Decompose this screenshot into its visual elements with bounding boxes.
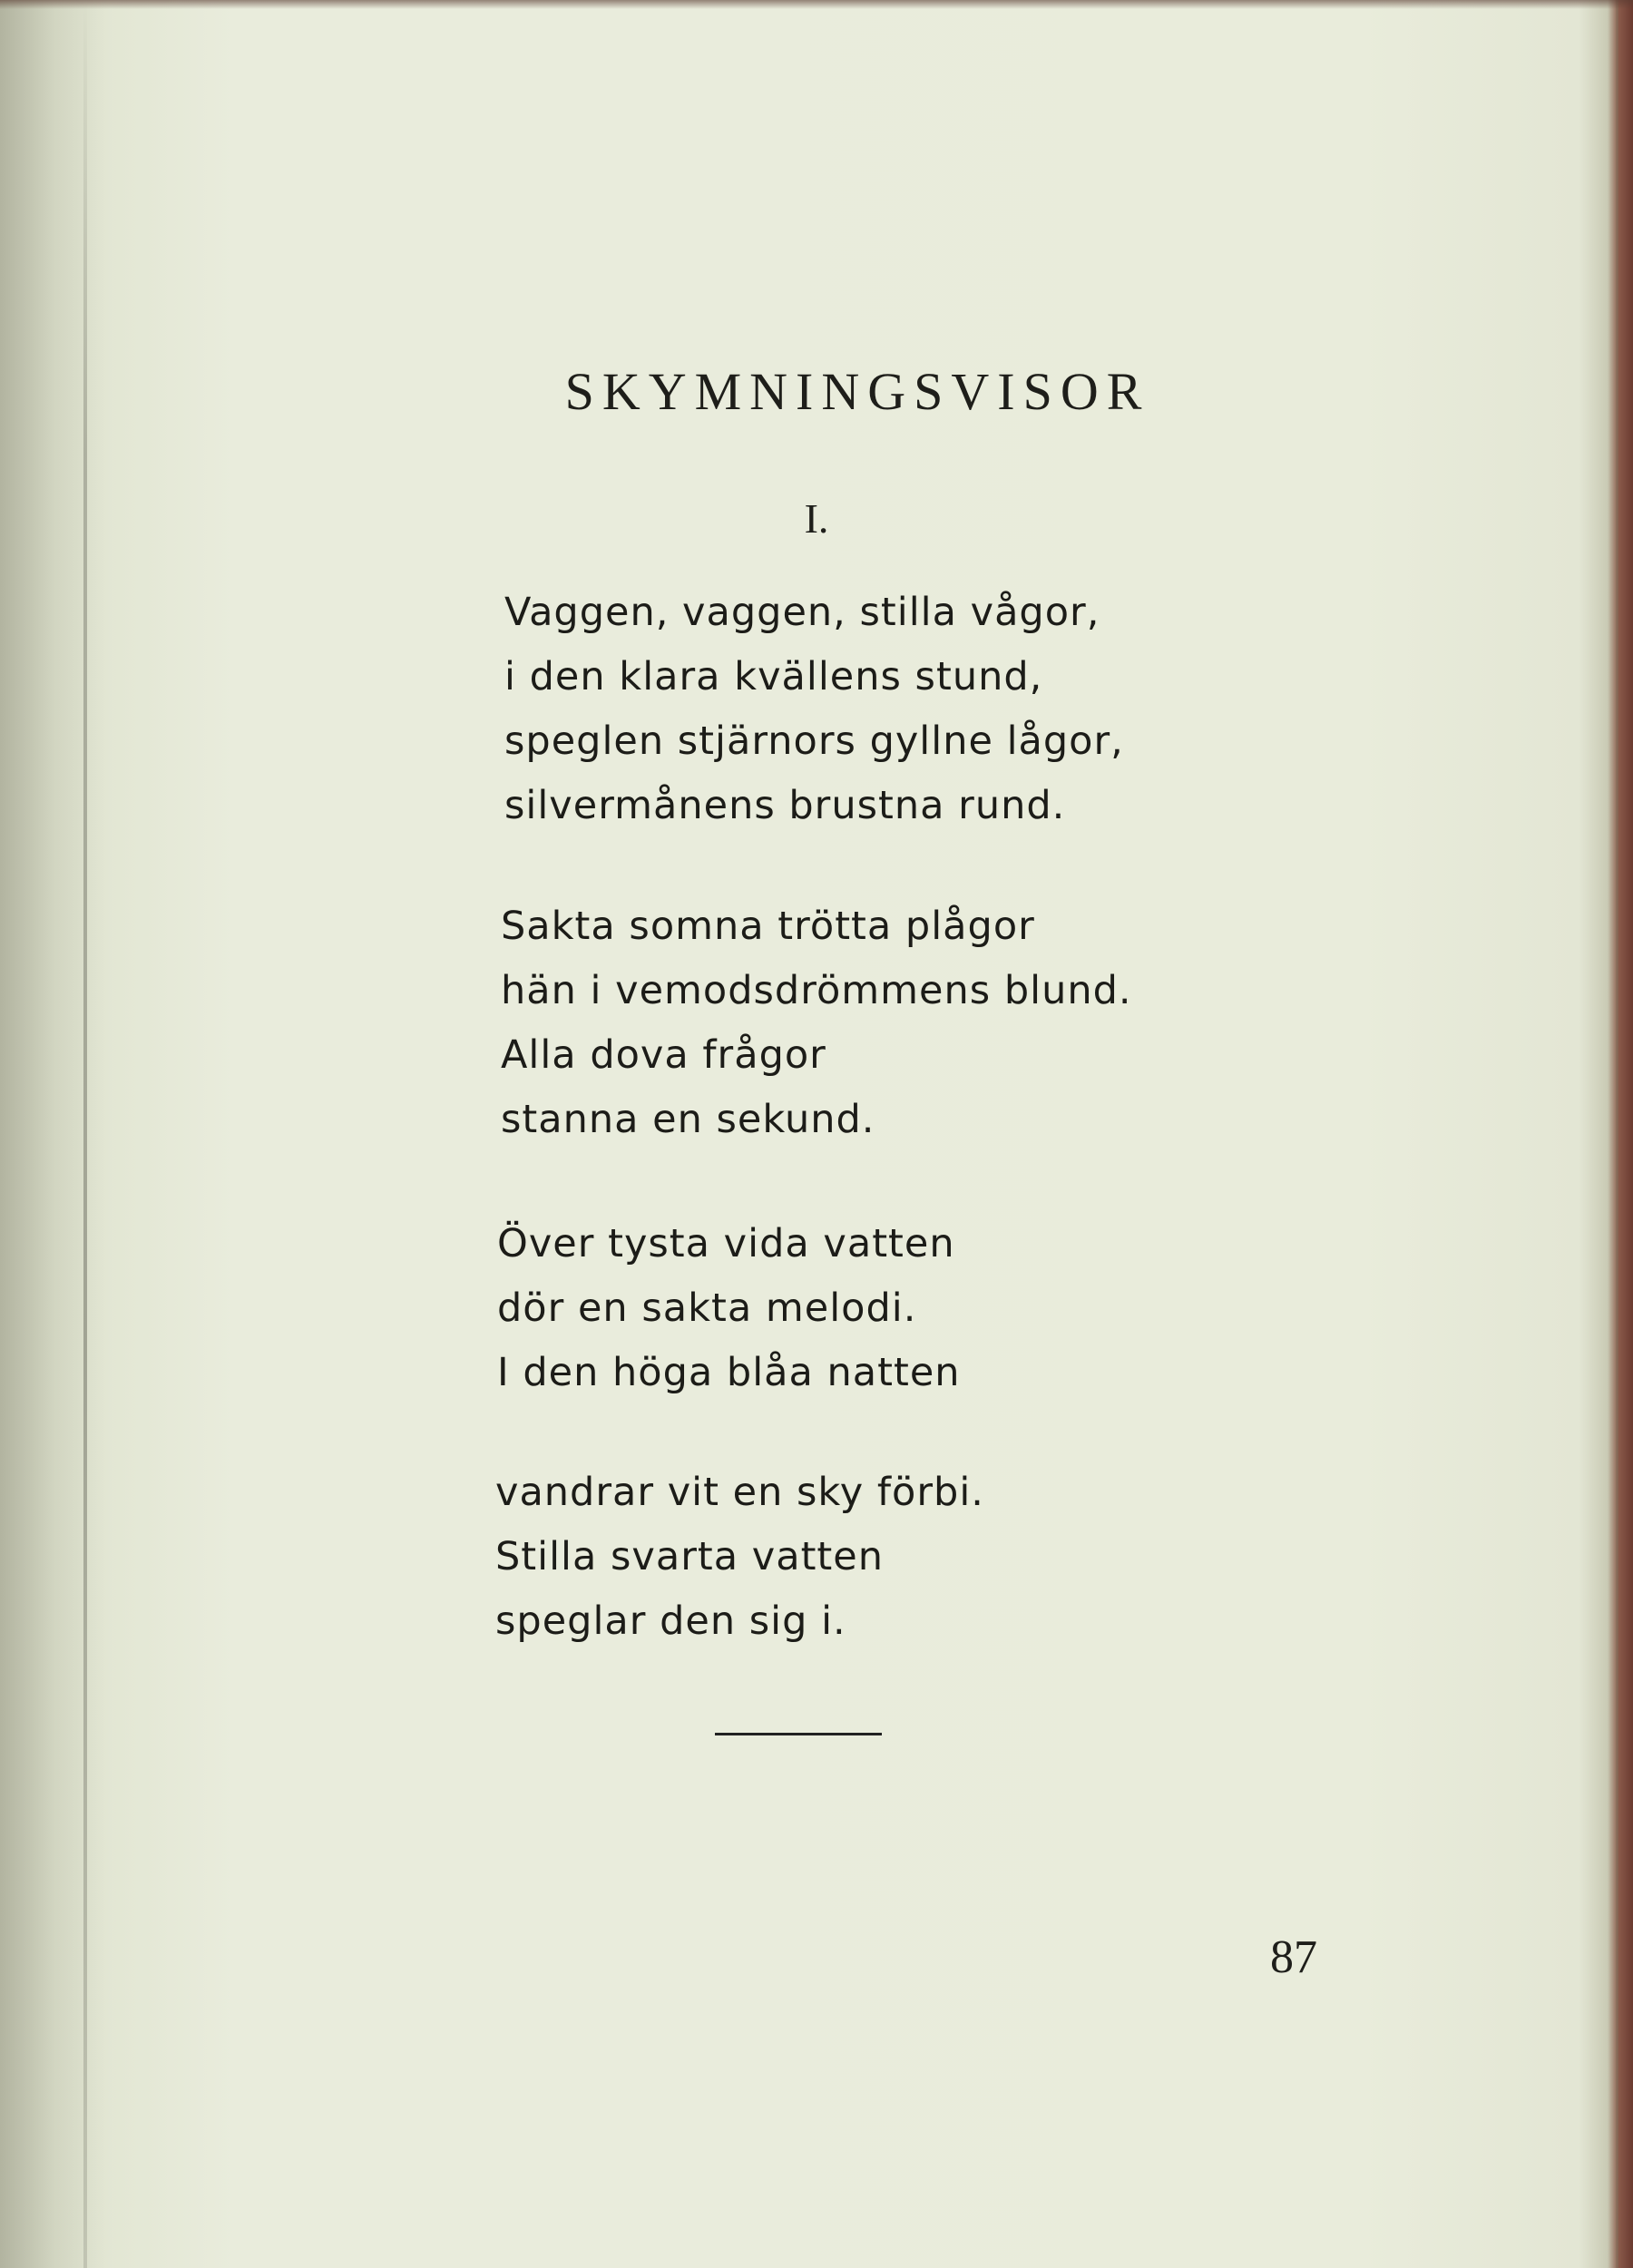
verse-line: I den höga blåa natten <box>497 1350 961 1395</box>
verse-line: hän i vemodsdrömmens blund. <box>501 968 1132 1013</box>
verse-line: Vaggen, vaggen, stilla vågor, <box>504 590 1100 635</box>
verse-line: stanna en sekund. <box>501 1097 875 1142</box>
section-end-rule <box>715 1733 882 1735</box>
verse-line: Sakta somna trötta plågor <box>501 904 1035 949</box>
page-edge <box>1616 0 1618 2268</box>
verse-line: silvermånens brustna rund. <box>504 783 1066 828</box>
page-number: 87 <box>1270 1931 1317 1983</box>
gutter-shadow <box>0 0 109 2268</box>
verse-line: i den klara kvällens stund, <box>504 654 1043 699</box>
gutter-fold <box>83 0 87 2268</box>
verse-line: Stilla svarta vatten <box>495 1534 884 1579</box>
verse-line: dör en sakta melodi. <box>497 1286 917 1331</box>
stanza-4 <box>495 1461 984 1654</box>
poem-title: SKYMNINGSVISOR <box>564 362 1150 421</box>
section-numeral: I. <box>804 495 829 542</box>
verse-line: speglen stjärnors gyllne lågor, <box>504 719 1124 764</box>
verse-line: Alla dova frågor <box>501 1032 826 1078</box>
verse-line: Över tysta vida vatten <box>497 1221 955 1266</box>
stanza-1 <box>504 581 1124 838</box>
verse-line: speglar den sig i. <box>495 1598 846 1644</box>
stanza-3 <box>497 1212 961 1405</box>
stanza-2 <box>501 894 1132 1152</box>
top-edge <box>0 0 1633 9</box>
verse-line: vandrar vit en sky förbi. <box>495 1470 984 1515</box>
